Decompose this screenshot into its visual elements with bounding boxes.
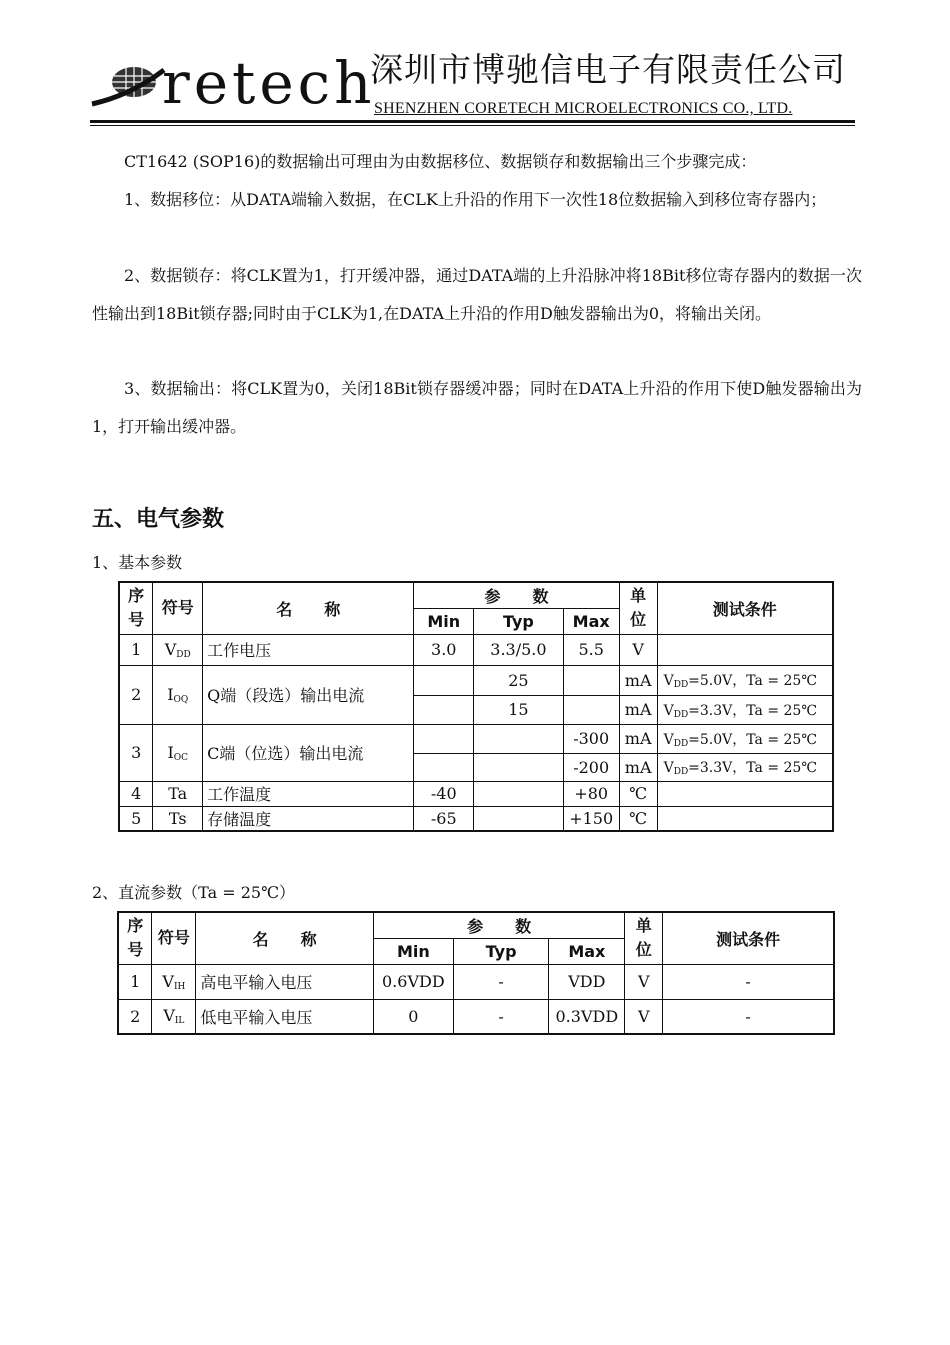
cell-name: 工作电压	[203, 634, 414, 665]
cell-min: 0.6VDD	[373, 964, 453, 999]
cell-max: +80	[563, 781, 619, 806]
header-name: 名 称	[203, 582, 414, 634]
header-sym: 符号	[152, 912, 196, 964]
header-name: 名 称	[196, 912, 374, 964]
header-typ: Typ	[453, 938, 549, 964]
cell-typ: 15	[474, 695, 564, 724]
logo-globe-icon	[90, 60, 170, 110]
header-params: 参 数	[373, 912, 624, 938]
header-cond: 测试条件	[663, 912, 834, 964]
table-row	[119, 806, 833, 831]
cell-cond: -	[663, 999, 834, 1034]
cell-unit: V	[625, 999, 663, 1034]
header-cond: 测试条件	[657, 582, 833, 634]
cell-name: C端（位选）输出电流	[203, 724, 414, 781]
cell-typ	[474, 753, 564, 781]
cell-min: -40	[414, 781, 474, 806]
cell-min: 0	[373, 999, 453, 1034]
header-unit: 单位	[625, 912, 663, 964]
table-row	[118, 964, 834, 999]
cell-name: Q端（段选）输出电流	[203, 665, 414, 724]
cell-seq: 2	[118, 999, 152, 1034]
cell-typ: -	[453, 964, 549, 999]
cell-unit: mA	[619, 665, 657, 695]
table2-caption: 2、直流参数（Ta = 25℃）	[92, 883, 295, 902]
cell-min	[414, 753, 474, 781]
header-rule-thin	[90, 125, 855, 126]
cell-sym: Ts	[153, 806, 203, 831]
cell-cond	[657, 781, 833, 806]
cell-typ	[474, 724, 564, 753]
company-logo	[90, 40, 376, 120]
cell-max: VDD	[549, 964, 625, 999]
cell-typ	[474, 781, 564, 806]
cell-cond: $V_{DD}=5.0V$，Ta = 25℃	[657, 724, 833, 753]
cell-max: +150	[563, 806, 619, 831]
cell-sym: $V_{IH}$	[152, 964, 196, 999]
header-min: Min	[373, 938, 453, 964]
cell-seq: 1	[119, 634, 153, 665]
cell-unit: mA	[619, 695, 657, 724]
cell-unit: mA	[619, 724, 657, 753]
cell-min: 3.0	[414, 634, 474, 665]
company-name-cn: 深圳市博驰信电子有限责任公司	[370, 50, 846, 89]
cell-max	[563, 695, 619, 724]
paragraph-latch: 2、数据锁存：将CLK置为1，打开缓冲器，通过DATA端的上升沿脉冲将18Bit移位寄存器内的数据一次性输出到18Bit锁存器;同时由于CLK为1,在DATA上升沿的作用D触发器输出为0，将输出关闭。	[92, 266, 862, 323]
basic-params-table	[118, 581, 834, 832]
header-sym: 符号	[153, 582, 203, 634]
cell-sym: $I_{OQ}$	[153, 665, 203, 724]
cell-min	[414, 665, 474, 695]
cell-typ: 25	[474, 665, 564, 695]
cell-max: 5.5	[563, 634, 619, 665]
cell-cond: $V_{DD}=3.3V$，Ta = 25℃	[657, 753, 833, 781]
table-row	[119, 724, 833, 753]
cell-seq: 1	[118, 964, 152, 999]
paragraph-output: 3、数据输出：将CLK置为0，关闭18Bit锁存器缓冲器；同时在DATA上升沿的作用下使D触发器输出为1，打开输出缓冲器。	[92, 379, 862, 436]
cell-name: 低电平输入电压	[196, 999, 374, 1034]
cell-cond	[657, 806, 833, 831]
table-row	[119, 781, 833, 806]
header-min: Min	[414, 608, 474, 634]
paragraph-shift: 1、数据移位：从DATA端输入数据，在CLK上升沿的作用下一次性18位数据输入到移位寄存器内；	[124, 190, 827, 209]
cell-name: 高电平输入电压	[196, 964, 374, 999]
dc-params-table	[117, 911, 835, 1035]
table-row	[119, 665, 833, 695]
header-seq: 序号	[119, 582, 153, 634]
cell-min	[414, 724, 474, 753]
table-row	[118, 999, 834, 1034]
cell-typ	[474, 806, 564, 831]
cell-unit: V	[619, 634, 657, 665]
header-typ: Typ	[474, 608, 564, 634]
header-params: 参 数	[414, 582, 619, 608]
cell-unit: ℃	[619, 781, 657, 806]
cell-min	[414, 695, 474, 724]
cell-typ: -	[453, 999, 549, 1034]
cell-seq: 3	[119, 724, 153, 781]
paragraph-intro: CT1642 (SOP16)的数据输出可理由为由数据移位、数据锁存和数据输出三个步骤完成：	[124, 152, 757, 171]
cell-unit: ℃	[619, 806, 657, 831]
cell-sym: $V_{DD}$	[153, 634, 203, 665]
cell-cond: $V_{DD}=3.3V$，Ta = 25℃	[657, 695, 833, 724]
cell-seq: 4	[119, 781, 153, 806]
cell-max: -200	[563, 753, 619, 781]
cell-max: -300	[563, 724, 619, 753]
header-unit: 单位	[619, 582, 657, 634]
logo-text: retech	[162, 49, 376, 117]
cell-min: -65	[414, 806, 474, 831]
cell-unit: V	[625, 964, 663, 999]
cell-sym: Ta	[153, 781, 203, 806]
cell-cond: $V_{DD}=5.0V$，Ta = 25℃	[657, 665, 833, 695]
header-max: Max	[549, 938, 625, 964]
cell-name: 存储温度	[203, 806, 414, 831]
cell-sym: $I_{OC}$	[153, 724, 203, 781]
cell-max: 0.3VDD	[549, 999, 625, 1034]
cell-sym: $V_{IL}$	[152, 999, 196, 1034]
cell-seq: 5	[119, 806, 153, 831]
table1-caption: 1、基本参数	[92, 553, 183, 572]
cell-cond	[657, 634, 833, 665]
page-header	[90, 40, 855, 130]
header-seq: 序号	[118, 912, 152, 964]
cell-typ: 3.3/5.0	[474, 634, 564, 665]
cell-cond: -	[663, 964, 834, 999]
cell-seq: 2	[119, 665, 153, 724]
section-title: 五、电气参数	[92, 507, 225, 532]
table-row	[119, 634, 833, 665]
cell-max	[563, 665, 619, 695]
cell-name: 工作温度	[203, 781, 414, 806]
cell-unit: mA	[619, 753, 657, 781]
header-max: Max	[563, 608, 619, 634]
header-rule	[90, 120, 855, 123]
company-name-en: SHENZHEN CORETECH MICROELECTRONICS CO., LTD.	[374, 100, 793, 117]
